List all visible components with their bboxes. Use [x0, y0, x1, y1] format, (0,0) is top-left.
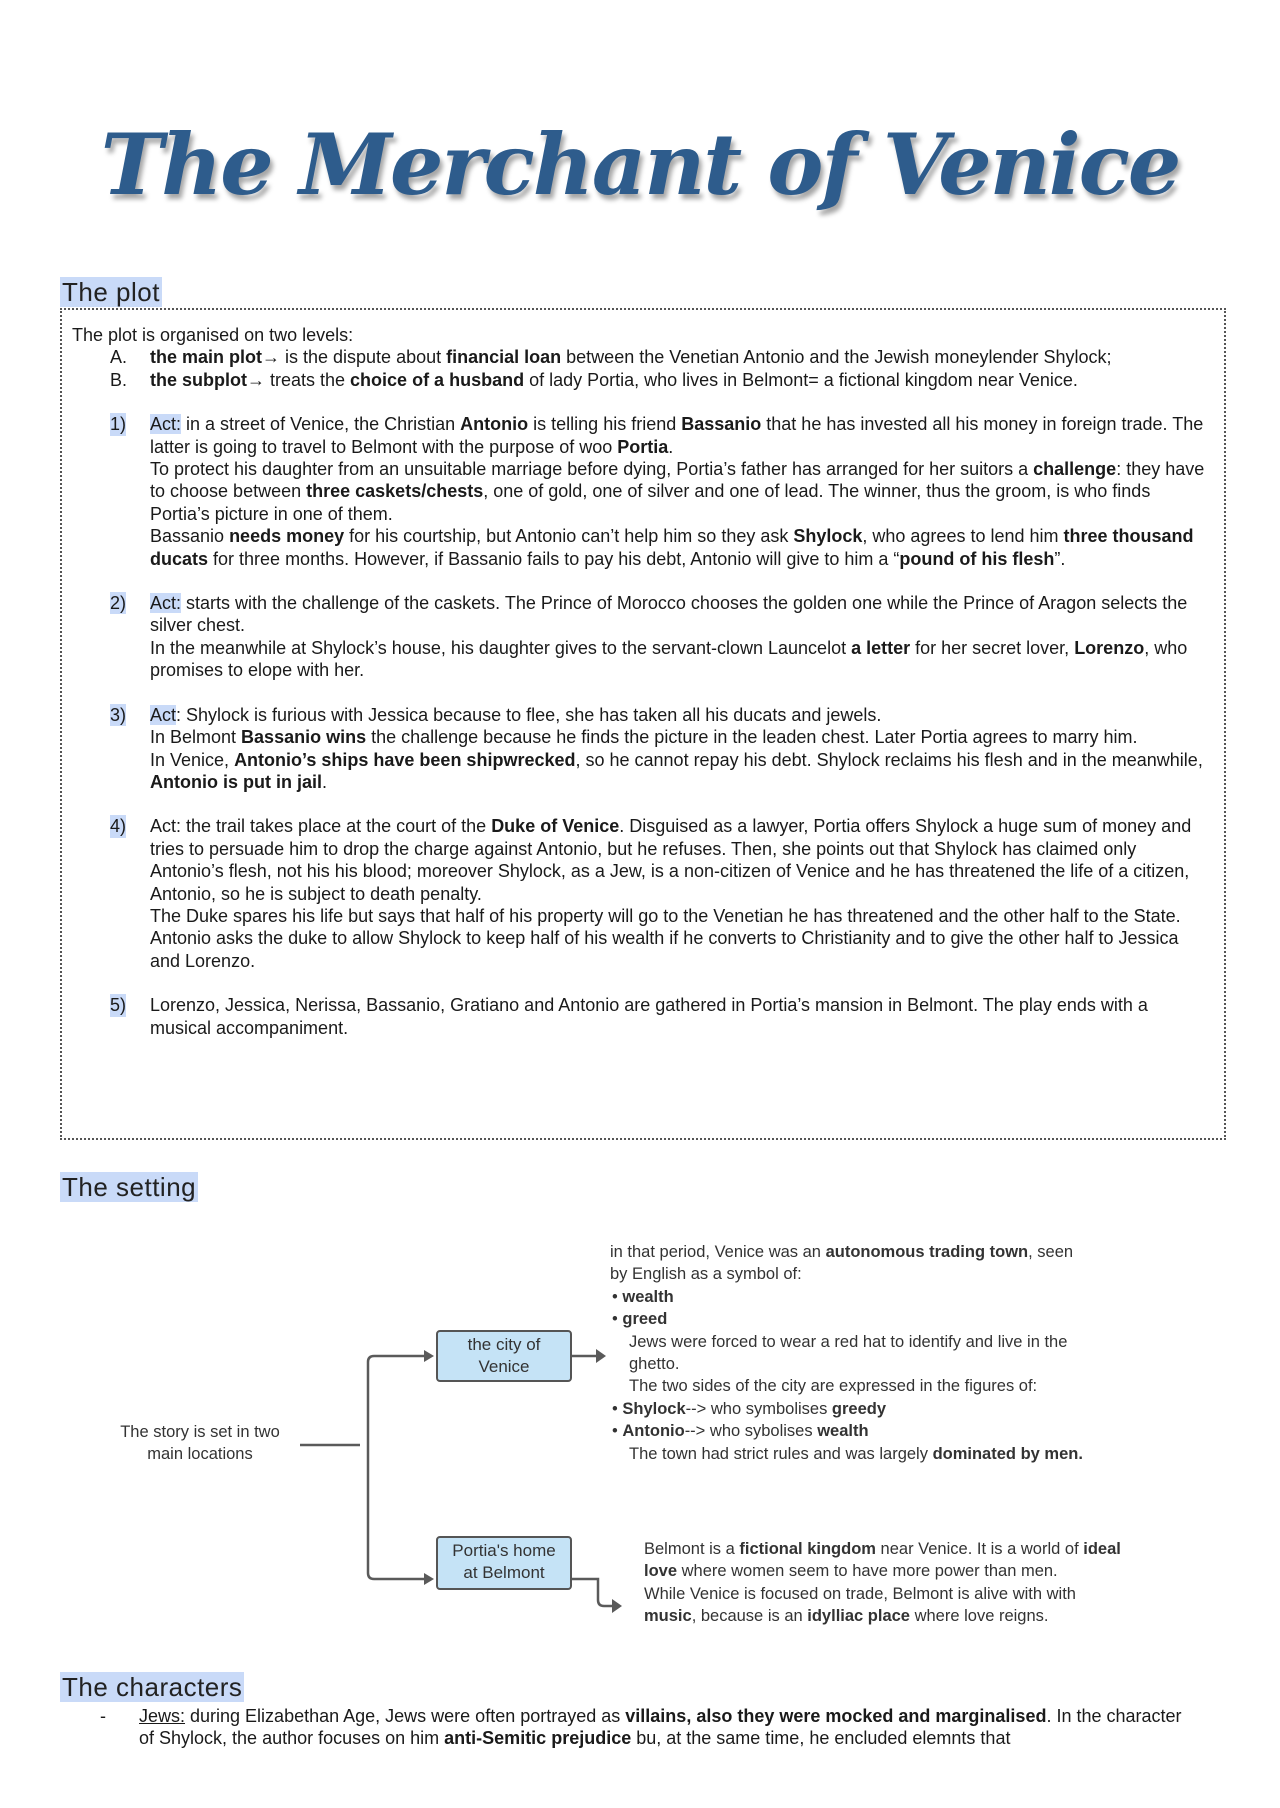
bold-text: fictional kingdom — [739, 1540, 876, 1558]
rich-text — [150, 370, 1078, 390]
text-run: The two sides of the city are expressed in the figures of: — [629, 1377, 1038, 1396]
rich-text — [139, 1705, 1200, 1750]
text-run: Act: the trail takes place at the court of the — [150, 816, 492, 837]
bold-text: greedy — [831, 1399, 887, 1418]
text-run: • — [612, 1422, 623, 1441]
bold-text: the subplot — [150, 369, 247, 390]
text-run: starts with the challenge of the caskets. The Prince of Morocco chooses the golden one while the Prince of Aragon selects the silver chest. — [150, 593, 1188, 636]
list-label: 4) — [110, 816, 127, 837]
text-line — [644, 1583, 1121, 1605]
text-run: The Duke spares his life but says that half of his property will go to the Venetian he has threatened and the other half to the State. — [150, 905, 1181, 926]
text-line — [610, 1353, 1083, 1375]
bold-text: Portia — [617, 436, 669, 457]
text-run: To protect his daughter from an unsuitable marriage before dying, Portia’s father has arranged for her suitors a — [150, 459, 1034, 480]
text-run: , so he cannot repay his debt. Shylock reclaims his flesh and in the meanwhile, — [575, 749, 1203, 770]
text-line — [610, 1420, 1083, 1442]
text-run: between the Venetian Antonio and the Jewish moneylender Shylock; — [561, 347, 1112, 368]
text-run: In the meanwhile at Shylock’s house, his daughter gives to the servant-clown Launcelot — [150, 637, 852, 658]
rich-text — [150, 705, 1203, 792]
bold-text: Duke of Venice — [491, 816, 620, 837]
rich-text — [150, 816, 1191, 970]
text-run: ghetto. — [629, 1355, 680, 1374]
text-run: for her secret lover, — [910, 637, 1075, 658]
text-run: , who promises to elope with her. — [150, 637, 1188, 681]
text-run: the challenge because he finds the picture in the leaden chest. Later Portia agrees to marry him. — [366, 727, 1138, 748]
plot-level-a — [110, 346, 1210, 368]
text-run: In Venice, — [150, 749, 235, 770]
list-label: 5) — [110, 995, 127, 1016]
bold-text: Antonio — [460, 414, 529, 435]
text-run: The town had strict rules and was largely — [629, 1444, 933, 1463]
plot-intro: The plot is organised on two levels: — [72, 325, 354, 345]
text-run: : they have to choose between — [150, 459, 1205, 502]
bold-text: wealth — [622, 1287, 674, 1306]
text-run: . — [321, 771, 327, 792]
text-run: Antonio asks the duke to allow Shylock to keep half of his wealth if he converts to Christianity and to give the other half to Jessica and Lorenzo. — [150, 928, 1179, 971]
bold-text: challenge — [1033, 459, 1117, 480]
belmont-node: Portia's home at Belmont — [436, 1536, 572, 1590]
text-run: , seen — [1028, 1243, 1074, 1261]
rich-text — [150, 995, 1148, 1037]
section-heading-setting: The setting — [62, 1172, 197, 1202]
text-run: , who agrees to lend him — [862, 526, 1064, 547]
text-run: → treats the — [247, 369, 351, 390]
bold-text: Antonio’s ships have been shipwrecked — [234, 749, 576, 770]
text-line — [610, 1241, 1083, 1263]
bold-text: pound of his flesh — [899, 548, 1055, 569]
arrow-icon — [424, 1573, 434, 1585]
text-run: • — [612, 1399, 623, 1418]
text-run: Lorenzo, Jessica, Nerissa, Bassanio, Gratiano and Antonio are gathered in Portia’s mansion in Belmont. The play ends with a musical accompaniment. — [150, 995, 1148, 1038]
bold-text: greed — [622, 1310, 668, 1329]
act-3 — [110, 704, 1210, 794]
text-run: where women seem to have more power than men. — [677, 1562, 1058, 1581]
text-run: , because is an — [691, 1607, 808, 1626]
text-run: → is the dispute about — [262, 347, 447, 368]
arrow-icon — [424, 1350, 434, 1362]
text-run: that he has invested all his money in foreign trade. The latter is going to travel to Belmont with the purpose of woo — [150, 414, 1204, 457]
list-label: 2) — [110, 593, 127, 614]
bold-text: Antonio — [622, 1422, 685, 1441]
text-run: : Shylock is furious with Jessica because to flee, she has taken all his ducats and jewels. — [176, 704, 882, 725]
text-run: Act: — [150, 414, 182, 435]
venice-description — [610, 1241, 1083, 1465]
text-run: Belmont is a — [644, 1540, 740, 1558]
act-2 — [110, 592, 1210, 682]
bold-text: Lorenzo — [1074, 637, 1145, 658]
character-item-jews — [100, 1705, 1200, 1750]
text-run: Act — [150, 704, 177, 725]
text-line — [610, 1331, 1083, 1353]
text-run: In Belmont — [150, 727, 242, 748]
text-line — [610, 1375, 1083, 1397]
text-line — [610, 1308, 1083, 1330]
bold-text: Bassanio wins — [241, 727, 367, 748]
text-run: by English as a symbol of: — [610, 1265, 802, 1284]
text-run: bu, at the same time, he encluded elemnts that — [631, 1728, 1011, 1749]
section-heading-characters: The characters — [62, 1672, 243, 1702]
bold-text: three thousand ducats — [150, 526, 1194, 569]
text-run: . — [668, 436, 674, 457]
setting-root-node: The story is set in two main locations — [120, 1423, 280, 1464]
text-run: in that period, Venice was an — [610, 1243, 826, 1261]
text-run: near Venice. It is a world of — [875, 1540, 1084, 1558]
bold-text: ideal — [1083, 1540, 1121, 1558]
bold-text: Shylock — [622, 1399, 686, 1418]
text-run: during Elizabethan Age, Jews were often portrayed as — [185, 1706, 626, 1726]
bold-text: financial loan — [446, 347, 562, 368]
act-5 — [110, 994, 1210, 1039]
text-run: of lady Portia, who lives in Belmont= a fictional kingdom near Venice. — [524, 369, 1078, 390]
text-line — [610, 1263, 1083, 1285]
bold-text: idylliac place — [807, 1607, 910, 1626]
text-run: Jews were forced to wear a red hat to identify and live in the — [629, 1332, 1068, 1351]
text-run: . Disguised as a lawyer, Portia offers Shylock a huge sum of money and tries to persuade him to drop the charge against Antonio, but he refuses. Then, she points out that Shylock has claimed only Antonio’s flesh, not his his blood; moreover Shylock, as a Jew, is a non-citizen of Venice and he has threatened the life of a citizen, Antonio, so he is subject to death penalty. — [150, 816, 1192, 904]
text-run: for his courtship, but Antonio can’t help him so they ask — [344, 526, 794, 547]
text-line — [610, 1398, 1083, 1420]
bold-text: choice of a husband — [350, 369, 525, 390]
plot-box — [60, 308, 1226, 1140]
bold-text: autonomous trading town — [825, 1243, 1029, 1261]
text-run: • — [612, 1310, 623, 1329]
arrow-icon — [596, 1349, 606, 1363]
document-title: The Merchant of Venice — [100, 115, 1180, 214]
text-run: where love reigns. — [910, 1607, 1049, 1626]
text-run: . In the character of Shylock, the author focuses on him — [139, 1706, 1182, 1749]
bold-text: love — [644, 1562, 678, 1581]
text-line — [644, 1560, 1121, 1582]
bold-text: music — [644, 1607, 692, 1626]
text-run: for three months. However, if Bassanio fails to pay his debt, Antonio will give to him a “ — [208, 548, 900, 569]
rich-text — [150, 593, 1187, 680]
venice-node: the city of Venice — [436, 1330, 572, 1382]
belmont-description — [644, 1538, 1121, 1628]
bold-text: three caskets/chests — [306, 481, 484, 502]
bold-text: Antonio is put in jail — [150, 771, 322, 792]
text-run: Jews: — [139, 1706, 186, 1726]
text-line — [610, 1286, 1083, 1308]
text-run: is telling his friend — [528, 414, 682, 435]
list-label: B. — [110, 369, 128, 390]
rich-text — [150, 347, 1112, 367]
text-run: • — [612, 1287, 623, 1306]
arrow-icon — [612, 1599, 622, 1613]
bold-text: needs money — [229, 526, 345, 547]
bold-text: wealth — [817, 1422, 869, 1441]
bold-text: anti-Semitic prejudice — [444, 1728, 632, 1749]
list-label: 3) — [110, 704, 127, 725]
list-label: - — [100, 1706, 106, 1726]
text-run: --> who sybolises — [684, 1422, 818, 1441]
text-line — [644, 1605, 1121, 1627]
bold-text: a letter — [851, 637, 911, 658]
text-line — [644, 1538, 1121, 1560]
act-1 — [110, 413, 1210, 570]
plot-level-b — [110, 369, 1210, 391]
list-label: 1) — [110, 414, 127, 435]
bold-text: the main plot — [150, 347, 262, 368]
rich-text — [150, 414, 1204, 568]
list-label: A. — [110, 347, 128, 368]
act-4 — [110, 815, 1210, 972]
bold-text: Bassanio — [681, 414, 762, 435]
text-run: Act: — [150, 593, 182, 614]
section-heading-plot: The plot — [62, 277, 160, 307]
text-run: ”. — [1054, 548, 1066, 569]
bold-text: Shylock — [793, 526, 863, 547]
text-run: While Venice is focused on trade, Belmont is alive with with — [644, 1584, 1076, 1603]
bold-text: dominated by men. — [932, 1444, 1083, 1463]
bold-text: villains, also they were mocked and marginalised — [625, 1706, 1047, 1726]
text-run: Bassanio — [150, 526, 230, 547]
text-run: , one of gold, one of silver and one of lead. The winner, thus the groom, is who finds Portia’s picture in one of them. — [150, 481, 1151, 524]
text-line — [610, 1443, 1083, 1465]
text-run: --> who symbolises — [685, 1399, 832, 1418]
text-run: in a street of Venice, the Christian — [181, 414, 461, 435]
